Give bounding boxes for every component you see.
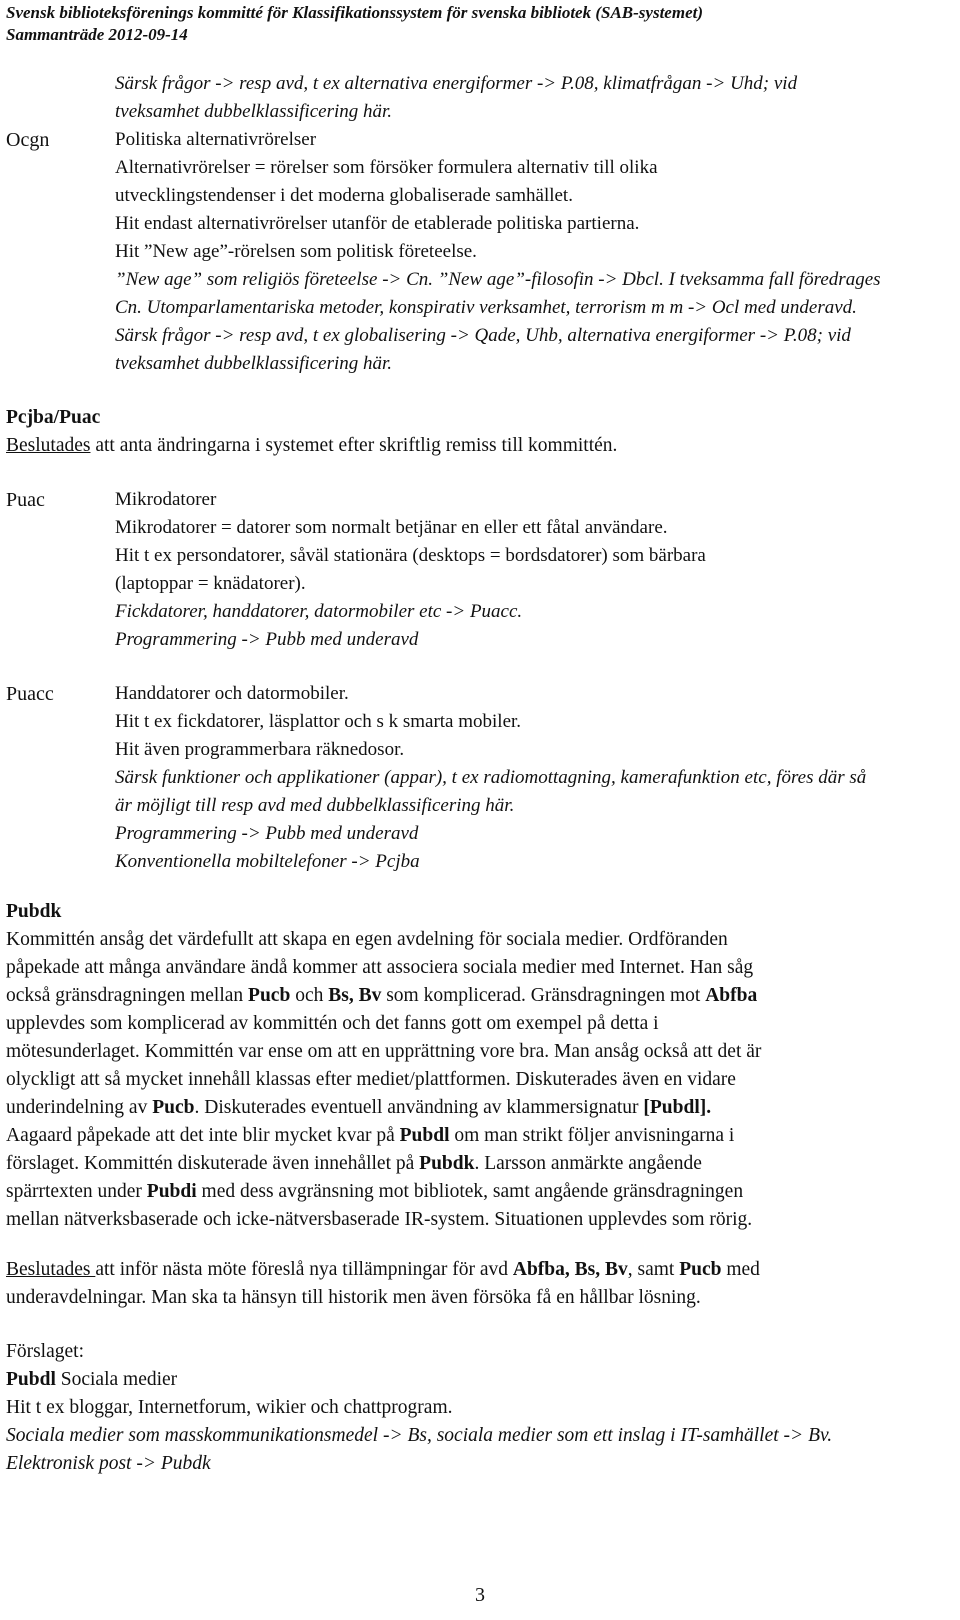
proposal-title [6, 1366, 954, 1394]
text-line: Konventionella mobiltelefoner -> Pcjba [115, 851, 420, 872]
text-line: Hit även programmerbara räknedosor. [115, 739, 405, 760]
decision-keyword: Beslutades [6, 1259, 96, 1280]
section-heading: Pubdk [6, 901, 62, 922]
text-line: Hit endast alternativrörelser utanför de etablerade politiska partierna. [115, 213, 640, 234]
class-ref: Abfba [705, 985, 758, 1006]
text-run: . Larsson anmärkte angående [474, 1153, 702, 1174]
text-line: tveksamhet dubbelklassificering här. [115, 353, 393, 374]
class-ref: Bs, Bv [328, 985, 382, 1006]
text-line: är möjligt till resp avd med dubbelklassificering här. [115, 795, 515, 816]
section-heading: Pcjba/Puac [6, 407, 101, 428]
text-line: upplevdes som komplicerad av kommittén och det fanns gott om exempel på detta i [6, 1013, 659, 1034]
text-line: Särsk frågor -> resp avd, t ex alternativa energiformer -> P.08, klimatfrågan -> Uhd; vid [115, 73, 798, 94]
class-ref: Pucb [152, 1097, 195, 1118]
class-ref: Pubdl [399, 1125, 450, 1146]
text-line: Sociala medier som masskommunikationsmedel -> Bs, sociala medier som ett inslag i IT-samhället -> Bv. [6, 1425, 833, 1446]
document-header-title: Svensk biblioteksförenings kommitté för Klassifikationssystem för svenska bibliotek (SAB-systemet) [6, 3, 704, 22]
class-code-puac: Puac [6, 489, 45, 511]
text-line: Elektronisk post -> Pubdk [6, 1453, 211, 1474]
proposal-block [6, 1338, 954, 1478]
text-line: Alternativrörelser = rörelser som försöker formulera alternativ till olika [115, 157, 658, 178]
class-code-ocgn: Ocgn [6, 129, 50, 151]
text-line: mötesunderlaget. Kommittén var ense om att en upprättning vore bra. Man ansåg också att det är [6, 1041, 762, 1062]
text-line: Kommittén ansåg det värdefullt att skapa en egen avdelning för sociala medier. Ordföranden [6, 929, 728, 950]
top-continuation-block [115, 70, 955, 126]
class-ref: Pucb [679, 1259, 722, 1280]
class-ref: Pubdl [6, 1369, 56, 1390]
text-line [6, 1150, 954, 1178]
pcjba-section [6, 404, 954, 460]
text-line: ”New age” som religiös företeelse -> Cn. ”New age”-filosofin -> Dbcl. I tveksamma fall föredrages [115, 269, 881, 290]
text-line: Fickdatorer, handdatorer, datormobiler etc -> Puacc. [115, 601, 523, 622]
entry-title: Mikrodatorer [115, 489, 217, 510]
decision-keyword: Beslutades [6, 435, 91, 456]
puacc-entry [115, 680, 955, 876]
text-line: (laptoppar = knädatorer). [115, 573, 306, 594]
text-run: underindelning av [6, 1097, 153, 1118]
class-code-puacc: Puacc [6, 683, 54, 705]
text-line: Hit t ex persondatorer, såväl stationära (desktops = bordsdatorer) som bärbara [115, 545, 706, 566]
text-run: också gränsdragningen mellan [6, 985, 249, 1006]
class-ref: Pubdk [419, 1153, 475, 1174]
text-run: Sociala medier [55, 1369, 178, 1390]
decision-text: att anta ändringarna i systemet efter skriftlig remiss till kommittén. [90, 435, 618, 456]
entry-title: Politiska alternativrörelser [115, 129, 317, 150]
text-line: Särsk funktioner och applikationer (appar), t ex radiomottagning, kamerafunktion etc, föres där så [115, 767, 867, 788]
text-line: Hit ”New age”-rörelsen som politisk företeelse. [115, 241, 477, 262]
text-line: Programmering -> Pubb med underavd [115, 629, 419, 650]
document-header-meeting-date: Sammanträde 2012-09-14 [6, 25, 188, 44]
text-line: påpekade att många användare ändå kommer att associera sociala medier med Internet. Han såg [6, 957, 754, 978]
ocgn-entry [115, 126, 955, 378]
text-run: . Diskuterades eventuell användning av klammersignatur [194, 1097, 644, 1118]
proposal-label: Förslaget: [6, 1341, 84, 1362]
text-run: med [721, 1259, 760, 1280]
class-ref: [Pubdl]. [643, 1097, 712, 1118]
text-run: att inför nästa möte föreslå nya tillämpningar för avd [95, 1259, 513, 1280]
text-line: Särsk frågor -> resp avd, t ex globalisering -> Qade, Uhb, alternativa energiformer -> P.08; vid [115, 325, 851, 346]
text-run: med dess avgränsning mot bibliotek, samt angående gränsdragningen [196, 1181, 744, 1202]
page-number: 3 [475, 1584, 485, 1606]
text-line: tveksamhet dubbelklassificering här. [115, 101, 393, 122]
text-line [6, 1178, 954, 1206]
decision-line [6, 1256, 954, 1284]
decision-line [6, 432, 954, 460]
entry-title: Handdatorer och datormobiler. [115, 683, 349, 704]
pubdk-section [6, 898, 954, 1234]
text-run: om man strikt följer anvisningarna i [449, 1125, 735, 1146]
class-ref: Pucb [248, 985, 291, 1006]
text-line: mellan nätverksbaserade och icke-nätversbaserade IR-system. Situationen upplevdes som rörig. [6, 1209, 753, 1230]
text-line: Hit t ex fickdatorer, läsplattor och s k smarta mobiler. [115, 711, 522, 732]
class-ref: Pubdi [146, 1181, 197, 1202]
text-line [6, 1122, 954, 1150]
decision-block [6, 1256, 954, 1312]
text-run: som komplicerad. Gränsdragningen mot [381, 985, 706, 1006]
text-line [6, 1094, 954, 1122]
text-line: Programmering -> Pubb med underavd [115, 823, 419, 844]
text-line: underavdelningar. Man ska ta hänsyn till historik men även försöka få en hållbar lösning. [6, 1287, 701, 1308]
text-run: Aagaard påpekade att det inte blir mycket kvar på [6, 1125, 400, 1146]
text-run: och [290, 985, 329, 1006]
text-line: utvecklingstendenser i det moderna globaliserade samhället. [115, 185, 573, 206]
text-line: Mikrodatorer = datorer som normalt betjänar en eller ett fåtal användare. [115, 517, 668, 538]
puac-entry [115, 486, 955, 654]
class-ref: Abfba, Bs, Bv [512, 1259, 628, 1280]
text-line: olyckligt att så mycket innehåll klassas efter mediet/plattformen. Diskuterades även en vidare [6, 1069, 736, 1090]
text-line [6, 982, 954, 1010]
text-run: spärrtexten under [6, 1181, 147, 1202]
text-line: Cn. Utomparlamentariska metoder, konspirativ verksamhet, terrorism m m -> Ocl med underavd. [115, 297, 857, 318]
text-run: förslaget. Kommittén diskuterade även innehållet på [6, 1153, 420, 1174]
text-line: Hit t ex bloggar, Internetforum, wikier och chattprogram. [6, 1397, 453, 1418]
text-run: , samt [627, 1259, 680, 1280]
